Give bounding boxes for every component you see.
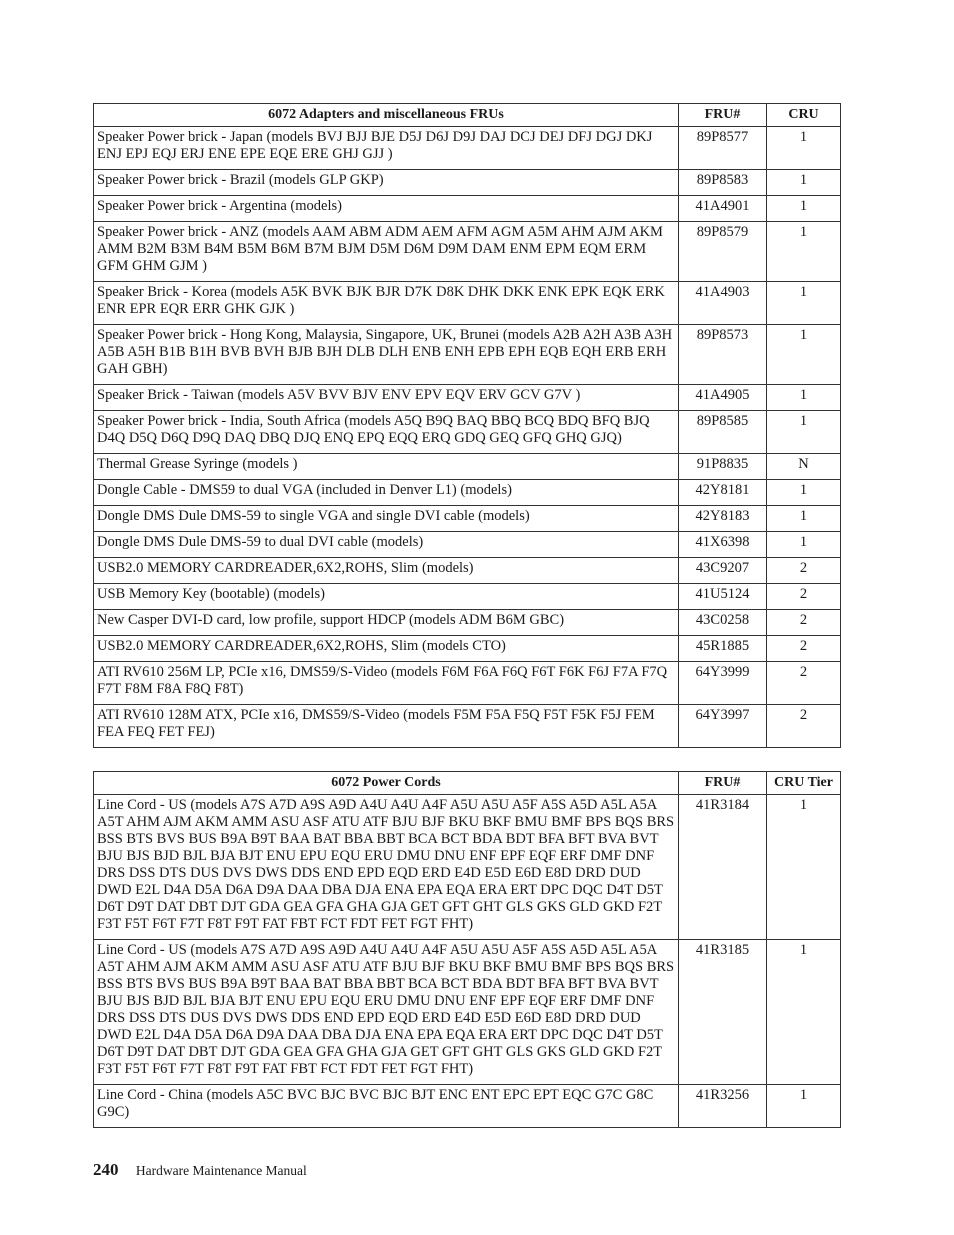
table-row [94,127,841,170]
column-header-cru-tier: CRU Tier [767,772,841,795]
fru-cell: 43C0258 [679,610,767,636]
fru-cell: 64Y3997 [679,705,767,748]
description-cell: Line Cord - US (models A7S A7D A9S A9D A4U A4U A4F A5U A5U A5F A5S A5D A5L A5A A5T AHM AJM AKM AMM ASU ASF ATU ATF BJU BJF BKU BKF BMU BMF BPS BQS BRS BSS BTS BVS BUS B9A B9T BAA BAT BBA BBT BCA BCT BDA BDT BFA BFT BVA BVT BJU BJS BJD BJL BJA BJT ENU EPU EQU ERU DMU DNU ENF EPF EQF ERF DMF DNF DRS DSS DTS DUS DVS DWS DDS END EPD EQD ERD E4D E5D E6D E8D DRD DUD DWD E2L D4A D5A D6A D9A DAA DBA DJA ENA EPA EQA ERA ERT DPC DQC D4T D5T D6T D9T DAT DBT DJT GDA GEA GFA GHA GJA GET GFT GHT GLS GKS GLD GKD F2T F3T F5T F6T F7T F8T F9T FAT FBT FCT FDT FET FGT FHT) [94,940,679,1085]
table-row [94,282,841,325]
table-row [94,222,841,282]
description-cell: USB2.0 MEMORY CARDREADER,6X2,ROHS, Slim (models) [94,558,679,584]
table-row [94,1085,841,1128]
fru-cell: 41U5124 [679,584,767,610]
description-cell: Dongle DMS Dule DMS-59 to single VGA and single DVI cable (models) [94,506,679,532]
table-row [94,170,841,196]
description-cell: Thermal Grease Syringe (models ) [94,454,679,480]
cru-cell: 2 [767,584,841,610]
cru-cell: 1 [767,795,841,940]
adapters-table-body [94,127,841,748]
power-cords-table-body [94,795,841,1128]
cru-cell: 1 [767,506,841,532]
description-cell: Dongle DMS Dule DMS-59 to dual DVI cable (models) [94,532,679,558]
table-row [94,480,841,506]
cru-cell: 1 [767,196,841,222]
table-row [94,506,841,532]
description-cell: ATI RV610 256M LP, PCIe x16, DMS59/S-Video (models F6M F6A F6Q F6T F6K F6J F7A F7Q F7T F8M F8A F8Q F8T) [94,662,679,705]
description-cell: Speaker Power brick - Japan (models BVJ BJJ BJE D5J D6J D9J DAJ DCJ DEJ DFJ DGJ DKJ ENJ EPJ EQJ ERJ ENE EPE EQE ERE GHJ GJJ ) [94,127,679,170]
column-header-fru: FRU# [679,104,767,127]
table-row [94,584,841,610]
cru-cell: 2 [767,636,841,662]
table-row [94,325,841,385]
cru-cell: 1 [767,480,841,506]
description-cell: USB Memory Key (bootable) (models) [94,584,679,610]
table-row [94,940,841,1085]
cru-cell: 2 [767,558,841,584]
fru-cell: 42Y8181 [679,480,767,506]
cru-cell: N [767,454,841,480]
description-cell: Speaker Brick - Korea (models A5K BVK BJK BJR D7K D8K DHK DKK ENK EPK EQK ERK ENR EPR EQR ERR GHK GJK ) [94,282,679,325]
fru-cell: 45R1885 [679,636,767,662]
table-row [94,795,841,940]
cru-cell: 1 [767,940,841,1085]
fru-cell: 89P8583 [679,170,767,196]
table-row [94,636,841,662]
cru-cell: 1 [767,222,841,282]
page-number: 240 [93,1160,119,1179]
column-header-description: 6072 Adapters and miscellaneous FRUs [94,104,679,127]
fru-cell: 41R3184 [679,795,767,940]
cru-cell: 1 [767,1085,841,1128]
fru-cell: 64Y3999 [679,662,767,705]
table-row [94,411,841,454]
fru-cell: 91P8835 [679,454,767,480]
description-cell: Dongle Cable - DMS59 to dual VGA (included in Denver L1) (models) [94,480,679,506]
fru-cell: 41X6398 [679,532,767,558]
table-row [94,558,841,584]
cru-cell: 1 [767,170,841,196]
description-cell: Speaker Power brick - India, South Africa (models A5Q B9Q BAQ BBQ BCQ BDQ BFQ BJQ D4Q D5Q D6Q D9Q DAQ DBQ DJQ ENQ EPQ EQQ ERQ GDQ GEQ GFQ GHQ GJQ) [94,411,679,454]
description-cell: Line Cord - US (models A7S A7D A9S A9D A4U A4U A4F A5U A5U A5F A5S A5D A5L A5A A5T AHM AJM AKM AMM ASU ASF ATU ATF BJU BJF BKU BKF BMU BMF BPS BQS BRS BSS BTS BVS BUS B9A B9T BAA BAT BBA BBT BCA BCT BDA BDT BFA BFT BVA BVT BJU BJS BJD BJL BJA BJT ENU EPU EQU ERU DMU DNU ENF EPF EQF ERF DMF DNF DRS DSS DTS DUS DVS DWS DDS END EPD EQD ERD E4D E5D E6D E8D DRD DUD DWD E2L D4A D5A D6A D9A DAA DBA DJA ENA EPA EQA ERA ERT DPC DQC D4T D5T D6T D9T DAT DBT DJT GDA GEA GFA GHA GJA GET GFT GHT GLS GKS GLD GKD F2T F3T F5T F6T F7T F8T F9T FAT FBT FCT FDT FET FGT FHT) [94,795,679,940]
page-footer [93,1160,307,1180]
cru-cell: 2 [767,662,841,705]
cru-cell: 1 [767,325,841,385]
fru-cell: 42Y8183 [679,506,767,532]
fru-cell: 41R3185 [679,940,767,1085]
table-row [94,532,841,558]
fru-cell: 89P8585 [679,411,767,454]
cru-cell: 1 [767,532,841,558]
description-cell: Line Cord - China (models A5C BVC BJC BVC BJC BJT ENC ENT EPC EPT EQC G7C G8C G9C) [94,1085,679,1128]
table-row [94,610,841,636]
fru-cell: 89P8577 [679,127,767,170]
table-header-row [94,772,841,795]
description-cell: ATI RV610 128M ATX, PCIe x16, DMS59/S-Video (models F5M F5A F5Q F5T F5K F5J FEM FEA FEQ FET FEJ) [94,705,679,748]
power-cords-table [93,771,841,1128]
cru-cell: 2 [767,705,841,748]
description-cell: Speaker Power brick - Hong Kong, Malaysia, Singapore, UK, Brunei (models A2B A2H A3B A3H A5B A5H B1B B1H BVB BVH BJB BJH DLB DLH ENB ENH EPB EPH EQB EQH ERB ERH GAH GBH) [94,325,679,385]
fru-cell: 41A4901 [679,196,767,222]
table-row [94,662,841,705]
fru-cell: 43C9207 [679,558,767,584]
fru-cell: 41A4905 [679,385,767,411]
fru-cell: 89P8573 [679,325,767,385]
cru-cell: 1 [767,411,841,454]
table-row [94,196,841,222]
description-cell: Speaker Power brick - Argentina (models) [94,196,679,222]
table-header-row [94,104,841,127]
description-cell: Speaker Power brick - Brazil (models GLP GKP) [94,170,679,196]
description-cell: Speaker Brick - Taiwan (models A5V BVV BJV ENV EPV EQV ERV GCV G7V ) [94,385,679,411]
fru-cell: 89P8579 [679,222,767,282]
description-cell: New Casper DVI-D card, low profile, support HDCP (models ADM B6M GBC) [94,610,679,636]
manual-title: Hardware Maintenance Manual [135,1163,307,1178]
description-cell: Speaker Power brick - ANZ (models AAM ABM ADM AEM AFM AGM A5M AHM AJM AKM AMM B2M B3M B4M B5M B6M B7M BJM D5M D6M D9M DAM ENM EPM EQM ERM GFM GHM GJM ) [94,222,679,282]
description-cell: USB2.0 MEMORY CARDREADER,6X2,ROHS, Slim (models CTO) [94,636,679,662]
column-header-description: 6072 Power Cords [94,772,679,795]
cru-cell: 1 [767,127,841,170]
adapters-table [93,103,841,748]
cru-cell: 2 [767,610,841,636]
table-row [94,454,841,480]
column-header-fru: FRU# [679,772,767,795]
cru-cell: 1 [767,282,841,325]
cru-cell: 1 [767,385,841,411]
table-row [94,705,841,748]
table-row [94,385,841,411]
column-header-cru: CRU [767,104,841,127]
fru-cell: 41R3256 [679,1085,767,1128]
fru-cell: 41A4903 [679,282,767,325]
